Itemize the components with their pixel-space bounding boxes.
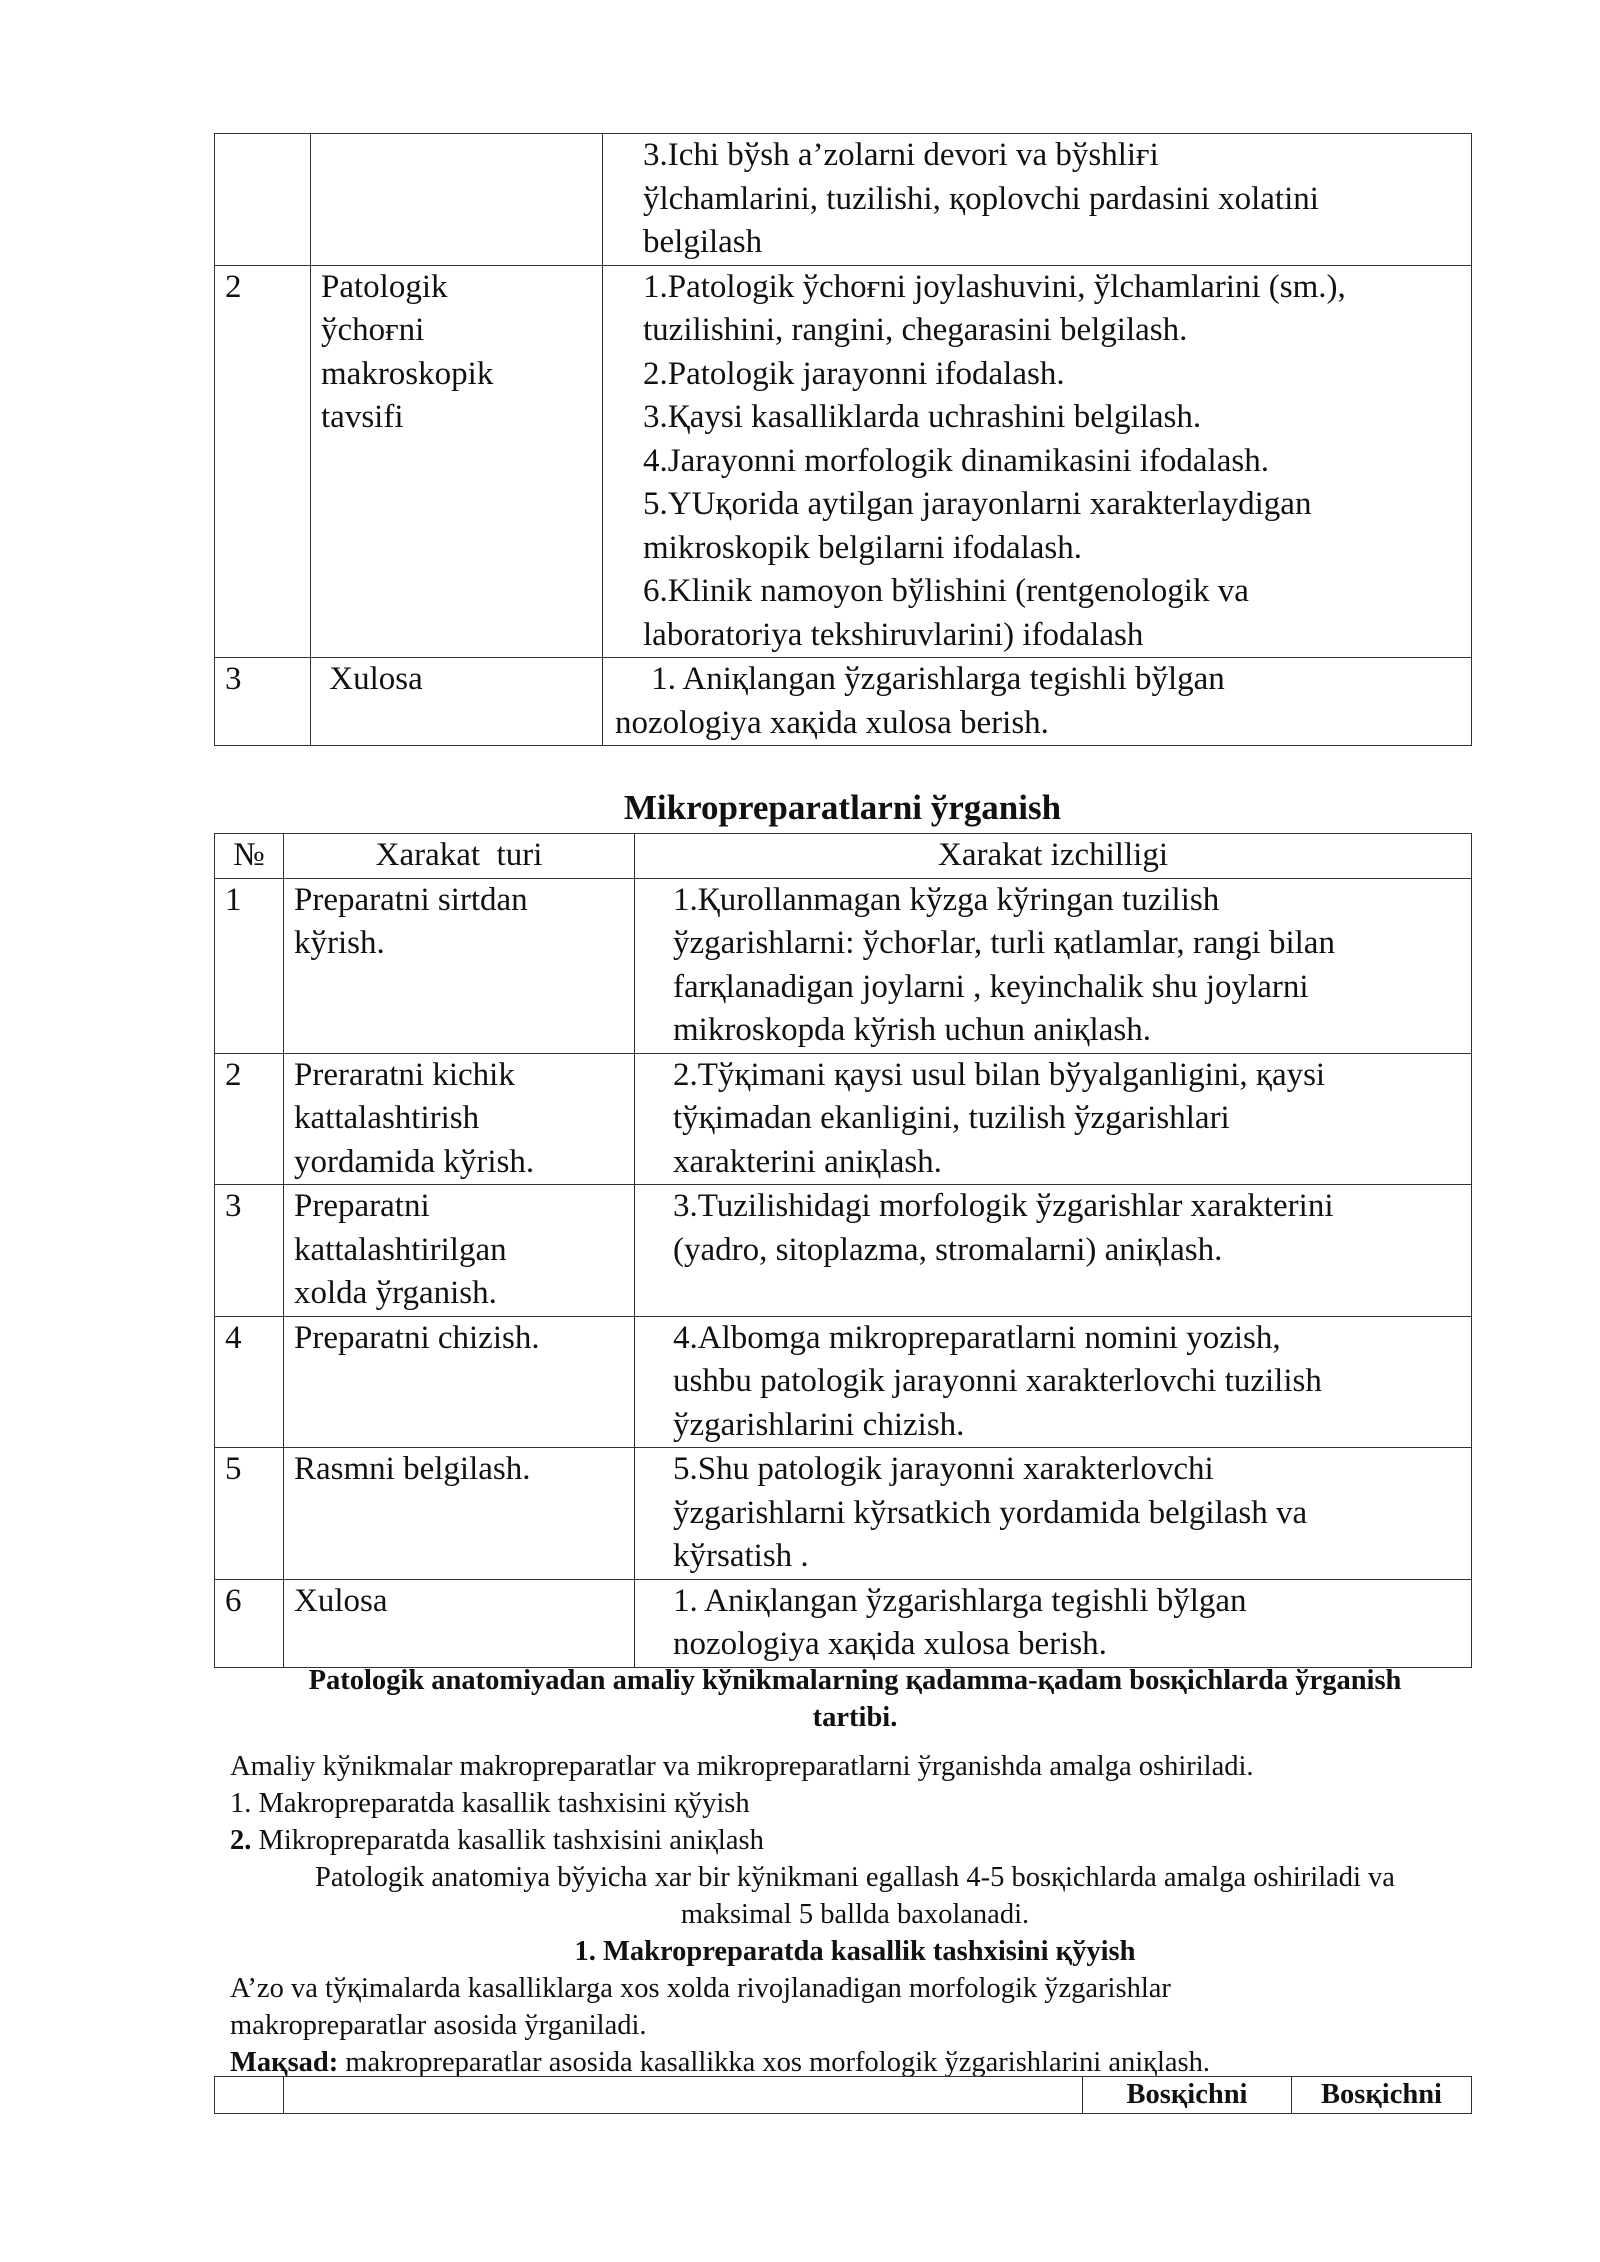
content-line: nozologiya xaқida xulosa berish. bbox=[673, 1626, 1107, 1662]
paragraph-line1: A’zo va tўқimalarda kasalliklarga xos xolda rivojlanadigan morfologik ўzgarishlar bbox=[230, 1973, 1171, 2004]
content-line: 5.YUқorida aytilgan jarayonlarni xarakterlaydigan bbox=[643, 486, 1312, 522]
action-content bbox=[603, 658, 1472, 746]
content-line: 1.Қurollanmagan kўzga kўringan tuzilish bbox=[673, 881, 1220, 918]
action-name bbox=[284, 878, 635, 1053]
name-line: Rasmni belgilash. bbox=[294, 1451, 531, 1487]
action-name bbox=[311, 134, 603, 266]
content-line: tuzilishini, rangini, chegarasini belgilash. bbox=[643, 312, 1188, 348]
macro-stage-table bbox=[214, 2076, 1472, 2114]
content-line: 1.Patologik ўchoғni joylashuvini, ўlchamlarini (sm.), bbox=[643, 268, 1346, 305]
note-line1: Patologik anatomiya bўyicha xar bir kўnikmani egallash 4-5 bosқichlarda amalga oshiriladi va bbox=[315, 1862, 1395, 1893]
table-row bbox=[215, 1579, 1472, 1667]
row-number: 6 bbox=[215, 1579, 284, 1667]
name-line: yordamida kўrish. bbox=[294, 1143, 535, 1180]
name-line: Preparatni chizish. bbox=[294, 1319, 540, 1356]
table-row bbox=[215, 1053, 1472, 1185]
action-name bbox=[284, 1448, 635, 1580]
action-content bbox=[603, 265, 1472, 658]
content-line: farқlanadigan joylarni , keyinchalik shu joylarni bbox=[673, 968, 1309, 1005]
content-line: 6.Klinik namoyon bўlishini (rentgenologik va bbox=[643, 573, 1249, 609]
content-line: ўzgarishlarini chizish. bbox=[673, 1406, 965, 1443]
content-line: belgilash bbox=[643, 224, 763, 260]
row-number: 2 bbox=[215, 1053, 284, 1185]
content-line: 1. Aniқlangan ўzgarishlarga tegishli bўlgan bbox=[643, 661, 1225, 697]
content-line: 4.Albomga mikropreparatlarni nomini yozish, bbox=[673, 1319, 1281, 1356]
micro-table-title: Mikropreparatlarni ўrganish bbox=[623, 788, 1062, 827]
list-item-1: 1. Makropreparatda kasallik tashxisini қўyish bbox=[230, 1788, 750, 1819]
note-line2: maksimal 5 ballda baxolanadi. bbox=[680, 1899, 1030, 1930]
intro-text: Amaliy kўnikmalar makropreparatlar va mikropreparatlarni ўrganishda amalga oshiriladi. bbox=[230, 1751, 1254, 1782]
row-number bbox=[215, 134, 311, 266]
header-action-type: Xarakat turi bbox=[284, 834, 635, 879]
name-line: xolda ўrganish. bbox=[294, 1275, 497, 1311]
content-line: tўқimadan ekanligini, tuzilish ўzgarishlari bbox=[673, 1100, 1230, 1136]
section-heading-line2: tartibi. bbox=[812, 1702, 898, 1733]
table-header-row bbox=[215, 2077, 1472, 2114]
name-line: Preraratni kichik bbox=[294, 1056, 515, 1093]
header-action-sequence: Xarakat izchilligi bbox=[635, 834, 1472, 879]
name-line: makroskopik bbox=[321, 355, 494, 392]
content-line: 2.Tўқimani қaysi usul bilan bўyalganligini, қaysi bbox=[673, 1056, 1326, 1093]
row-number: 5 bbox=[215, 1448, 284, 1580]
row-number: 2 bbox=[215, 265, 311, 658]
action-name bbox=[284, 1316, 635, 1448]
name-line: Xulosa bbox=[321, 661, 423, 697]
content-line: 3.Ichi bўsh a’zolarni devori va bўshliғi bbox=[643, 137, 1159, 173]
header-stage: Bosқichni bbox=[1083, 2077, 1292, 2114]
table-row bbox=[215, 878, 1472, 1053]
content-line: 3.Қaysi kasalliklarda uchrashini belgilash. bbox=[643, 399, 1202, 435]
row-number: 3 bbox=[215, 1185, 284, 1317]
header-cell bbox=[215, 2077, 284, 2114]
table-row bbox=[215, 1316, 1472, 1448]
action-name bbox=[284, 1053, 635, 1185]
macro-steps-table bbox=[214, 133, 1472, 746]
content-line: (yadro, sitoplazma, stromalarni) aniқlash. bbox=[673, 1231, 1223, 1268]
table-header-row bbox=[215, 834, 1472, 879]
action-name bbox=[284, 1579, 635, 1667]
list-item-2-number: 2. bbox=[230, 1825, 252, 1856]
header-number: № bbox=[215, 834, 284, 879]
content-line: 4.Jarayonni morfologik dinamikasini ifodalash. bbox=[643, 442, 1269, 479]
goal-text: makropreparatlar asosida kasallikka xos morfologik ўzgarishlarini aniқlash. bbox=[338, 2047, 1211, 2078]
table-row bbox=[215, 1185, 1472, 1317]
micro-steps-table bbox=[214, 833, 1472, 1668]
action-name bbox=[311, 265, 603, 658]
content-line: nozologiya xaқida xulosa berish. bbox=[615, 704, 1049, 741]
action-name bbox=[284, 1185, 635, 1317]
content-line: kўrsatish . bbox=[673, 1538, 809, 1574]
action-content bbox=[635, 1579, 1472, 1667]
action-content bbox=[635, 1185, 1472, 1317]
row-number: 4 bbox=[215, 1316, 284, 1448]
name-line: Xulosa bbox=[294, 1582, 388, 1619]
name-line: Preparatni sirtdan bbox=[294, 881, 528, 918]
action-content bbox=[635, 1448, 1472, 1580]
content-line: 3.Tuzilishidagi morfologik ўzgarishlar xarakterini bbox=[673, 1188, 1334, 1224]
action-content bbox=[635, 1053, 1472, 1185]
content-line: ўzgarishlarni kўrsatkich yordamida belgilash va bbox=[673, 1494, 1308, 1531]
name-line: kattalashtirish bbox=[294, 1100, 480, 1136]
sub-heading: 1. Makropreparatda kasallik tashxisini қўyish bbox=[574, 1936, 1136, 1967]
name-line: kattalashtirilgan bbox=[294, 1231, 507, 1268]
name-line: Patologik bbox=[321, 268, 448, 305]
action-content bbox=[603, 134, 1472, 266]
action-content bbox=[635, 1316, 1472, 1448]
content-line: ushbu patologik jarayonni xarakterlovchi tuzilish bbox=[673, 1363, 1322, 1399]
action-name bbox=[311, 658, 603, 746]
name-line: kўrish. bbox=[294, 925, 385, 961]
section-heading-line1: Patologik anatomiyadan amaliy kўnikmalarning қadamma-қadam bosқichlarda ўrganish bbox=[308, 1665, 1402, 1696]
row-number: 3 bbox=[215, 658, 311, 746]
table-row bbox=[215, 658, 1472, 746]
name-line: Preparatni bbox=[294, 1188, 430, 1224]
goal-label: Maқsad: bbox=[230, 2047, 339, 2078]
content-line: ўzgarishlarni: ўchoғlar, turli қatlamlar, rangi bilan bbox=[673, 925, 1335, 961]
action-content bbox=[635, 878, 1472, 1053]
content-line: xarakterini aniқlash. bbox=[673, 1143, 942, 1180]
list-item-2-text: Mikropreparatda kasallik tashxisini aniқlash bbox=[251, 1825, 764, 1856]
table-row bbox=[215, 265, 1472, 658]
content-line: 5.Shu patologik jarayonni xarakterlovchi bbox=[673, 1451, 1214, 1487]
content-line: 1. Aniқlangan ўzgarishlarga tegishli bўlgan bbox=[673, 1582, 1247, 1619]
header-stage: Bosқichni bbox=[1292, 2077, 1472, 2114]
content-line: laboratoriya tekshiruvlarini) ifodalash bbox=[643, 616, 1144, 653]
content-line: mikroskopda kўrish uchun aniқlash. bbox=[673, 1012, 1151, 1048]
list-item-2 bbox=[230, 1823, 764, 1860]
table-row bbox=[215, 1448, 1472, 1580]
table-row bbox=[215, 134, 1472, 266]
content-line: ўlchamlarini, tuzilishi, қoplovchi pardasini xolatini bbox=[643, 180, 1319, 217]
content-line: mikroskopik belgilarni ifodalash. bbox=[643, 529, 1083, 566]
header-cell bbox=[284, 2077, 1083, 2114]
row-number: 1 bbox=[215, 878, 284, 1053]
name-line: tavsifi bbox=[321, 399, 404, 435]
paragraph-line2: makropreparatlar asosida ўrganiladi. bbox=[230, 2010, 647, 2041]
content-line: 2.Patologik jarayonni ifodalash. bbox=[643, 355, 1065, 392]
name-line: ўchoғni bbox=[321, 312, 425, 348]
